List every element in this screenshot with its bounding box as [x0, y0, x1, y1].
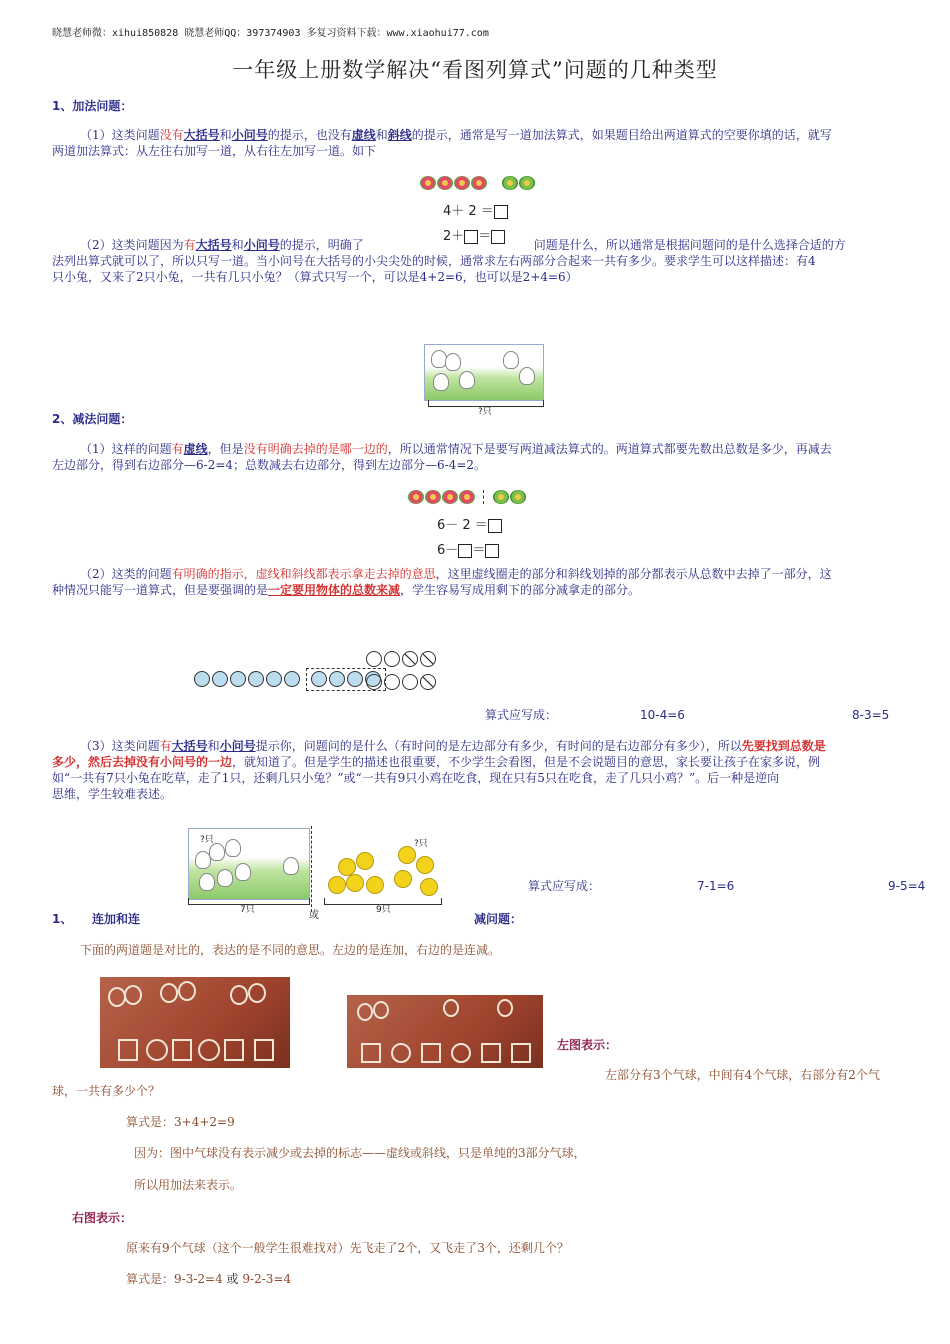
subtraction-equation-1: 6－ 2 ＝ — [437, 514, 502, 533]
brace-question-label: ?只 — [478, 407, 492, 417]
left-figure-label: 左图表示： — [557, 1038, 618, 1052]
circles-crossed-figure — [366, 651, 456, 693]
section-continuous-heading-a: 连加和连 — [92, 912, 141, 926]
subtraction-equation-2: 6－ ＝ — [437, 539, 499, 558]
section-subtraction-para-2: （2）这类的问题有明确的指示，虚线和斜线都表示拿走去掉的意思，这里虚线圈走的部分和斜线划掉的部分都表示从总数中去掉了一部分，这 种情况只能写一道算式，但是要强调的是一定要用物体的总数来减，学生容易写成用剩下的部分减拿走的部分。 — [52, 567, 832, 597]
section-addition-heading: 1、加法问题： — [52, 99, 133, 113]
answer-box[interactable] — [488, 519, 502, 533]
answer-4: 9-5=4 — [888, 879, 926, 893]
right-formula: 算式是：9-3-2=4 或 9-2-3=4 — [126, 1272, 292, 1286]
section-subtraction-para-1: （1）这样的问题有虚线，但是没有明确去掉的是哪一边的，所以通常情况下是要写两道减法算式的。两道算式都要先数出总数是多少，再减去 左边部分，得到右边部分—6-2=4；总数减去右边部分，得到左边部分—6-4=2。 — [52, 442, 832, 472]
left-figure-desc-2: 球，一共有多少个？ — [52, 1084, 161, 1098]
answer-1: 10-4=6 — [640, 708, 685, 722]
section-addition-para-2: （2）这类问题因为有大括号和小问号的提示，明确了 问题是什么，所以通常是根据问题问的是什么选择合适的方 法列出算式就可以了，所以只写一道。当小问号在大括号的小尖尖处的时候，通常求左右两部分合起来一共有多少。要求学生可以这样描述：有4 只小兔，又来了2只小兔，一共有几只小兔？（算式只写一个，可以是4+2=6，也可以是2+4=6） — [52, 238, 846, 284]
flowers-addition-figure — [420, 176, 536, 193]
question-label-right: ?只 — [414, 839, 428, 849]
left-formula: 算式是：3+4+2=9 — [126, 1115, 235, 1129]
question-label-left: ?只 — [200, 835, 214, 845]
brace-label-left: 7只 — [240, 905, 255, 915]
right-figure-desc: 原来有9个气球（这个一般学生很难找对）先飞走了2个，又飞走了3个，还剩几个？ — [126, 1241, 569, 1255]
right-figure-label: 右图表示： — [72, 1211, 133, 1225]
rabbits-addition-picture — [424, 344, 544, 401]
circles-dashed-figure — [194, 668, 386, 691]
answer-label-2: 算式应写成： — [528, 879, 601, 893]
answer-2: 8-3=5 — [852, 708, 890, 722]
section-continuous-intro: 下面的两道题是对比的，表达的是不同的意思。左边的是连加，右边的是连减。 — [80, 943, 501, 957]
addition-equation-2: 2＋ ＝ — [443, 225, 505, 244]
brace-label-right: 9只 — [376, 905, 391, 915]
left-reason-2: 所以用加法来表示。 — [134, 1178, 243, 1192]
chalkboard-left-image — [100, 977, 290, 1068]
answer-label-1: 算式应写成： — [485, 708, 558, 722]
chalkboard-right-image — [347, 995, 543, 1068]
section-continuous-heading-b: 减问题： — [474, 912, 523, 926]
answer-box[interactable] — [494, 205, 508, 219]
answer-box[interactable] — [458, 544, 472, 558]
answer-box[interactable] — [485, 544, 499, 558]
page-title: 一年级上册数学解决“看图列算式”问题的几种类型 — [232, 58, 718, 82]
addition-equation-1: 4＋ 2 ＝ — [443, 200, 508, 219]
flowers-subtraction-figure — [408, 490, 527, 507]
section-subtraction-heading: 2、减法问题： — [52, 412, 133, 426]
left-reason-1: 因为：图中气球没有表示减少或去掉的标志——虚线或斜线，只是单纯的3部分气球， — [134, 1146, 586, 1160]
answer-3: 7-1=6 — [697, 879, 735, 893]
page-header: 晓慧老师微：xihui850828 晓慧老师QQ：397374903 多复习资料下载：www.xiaohui77.com — [52, 28, 489, 39]
left-figure-desc-1: 左部分有3个气球，中间有4个气球，右部分有2个气 — [605, 1068, 880, 1082]
divider-dashed — [311, 826, 313, 912]
or-label: 或 — [309, 910, 319, 921]
section-subtraction-para-3: （3）这类问题有大括号和小问号提示你，问题问的是什么（有时问的是左边部分有多少，有时问的是右边部分有多少），所以先要找到总数是 多少，然后去掉没有小问号的一边，就知道了。但是学生的描述也很重要，不少学生会看图，但是不会说题目的意思，家长要让孩子在家多说，例 如“一共有7只小兔在吃草，走了1只，还剩几只小兔？”或“一共有9只小鸡在吃食，现在只有5只在吃食，走了几只小鸡？”。后一种是逆向 思维，学生较难表述。 — [52, 739, 826, 801]
section-addition-para-1: （1）这类问题没有大括号和小问号的提示，也没有虚线和斜线的提示，通常是写一道加法算式，如果题目给出两道算式的空要你填的话，就写 两道加法算式：从左往右加写一道，从右往左加写一道。如下 — [52, 128, 832, 158]
section-continuous-number: 1、 — [52, 912, 73, 926]
